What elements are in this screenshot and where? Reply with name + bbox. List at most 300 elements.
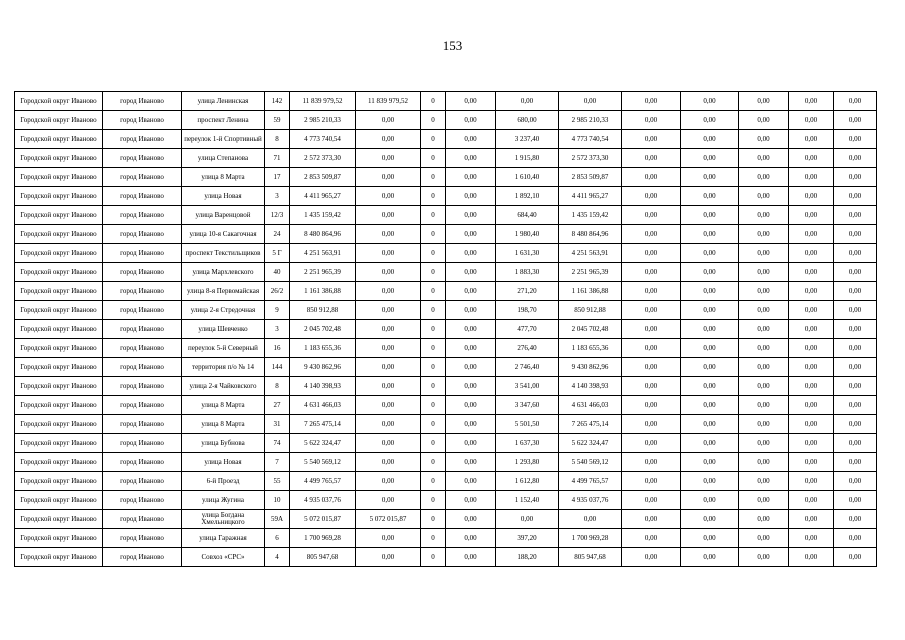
street-cell: территория п/о № 14 [182, 358, 265, 377]
col-11-cell: 0,00 [622, 377, 681, 396]
col-8-cell: 0,00 [446, 149, 496, 168]
locality-cell: город Иваново [103, 339, 182, 358]
col-12-cell: 0,00 [681, 358, 739, 377]
col-11-cell: 0,00 [622, 282, 681, 301]
col-12-cell: 0,00 [681, 396, 739, 415]
col-14-cell: 0,00 [789, 548, 834, 567]
col-8-cell: 0,00 [446, 225, 496, 244]
col-11-cell: 0,00 [622, 130, 681, 149]
col-15-cell: 0,00 [834, 206, 877, 225]
col-13-cell: 0,00 [739, 358, 789, 377]
total-cost-cell: 5 622 324,47 [290, 434, 356, 453]
col-6-cell: 0,00 [356, 472, 421, 491]
house-number-cell: 10 [265, 491, 290, 510]
municipality-cell: Городской округ Иваново [15, 510, 103, 529]
col-13-cell: 0,00 [739, 529, 789, 548]
col-13-cell: 0,00 [739, 415, 789, 434]
col-7-cell: 0 [421, 510, 446, 529]
col-10-cell: 4 773 740,54 [559, 130, 622, 149]
col-6-cell: 0,00 [356, 320, 421, 339]
col-7-cell: 0 [421, 453, 446, 472]
col-8-cell: 0,00 [446, 111, 496, 130]
municipality-cell: Городской округ Иваново [15, 149, 103, 168]
col-14-cell: 0,00 [789, 149, 834, 168]
col-15-cell: 0,00 [834, 472, 877, 491]
col-10-cell: 850 912,88 [559, 301, 622, 320]
col-13-cell: 0,00 [739, 548, 789, 567]
col-6-cell: 0,00 [356, 206, 421, 225]
col-12-cell: 0,00 [681, 206, 739, 225]
locality-cell: город Иваново [103, 92, 182, 111]
area-cell: 276,40 [496, 339, 559, 358]
col-8-cell: 0,00 [446, 548, 496, 567]
col-10-cell: 8 480 864,96 [559, 225, 622, 244]
col-10-cell: 2 853 509,87 [559, 168, 622, 187]
col-6-cell: 11 839 979,52 [356, 92, 421, 111]
total-cost-cell: 5 540 569,12 [290, 453, 356, 472]
col-15-cell: 0,00 [834, 187, 877, 206]
street-cell: улица Шевченко [182, 320, 265, 339]
col-11-cell: 0,00 [622, 434, 681, 453]
total-cost-cell: 4 499 765,57 [290, 472, 356, 491]
col-12-cell: 0,00 [681, 301, 739, 320]
total-cost-cell: 2 572 373,30 [290, 149, 356, 168]
col-8-cell: 0,00 [446, 206, 496, 225]
col-13-cell: 0,00 [739, 149, 789, 168]
total-cost-cell: 1 435 159,42 [290, 206, 356, 225]
locality-cell: город Иваново [103, 206, 182, 225]
col-8-cell: 0,00 [446, 472, 496, 491]
col-8-cell: 0,00 [446, 510, 496, 529]
house-number-cell: 40 [265, 263, 290, 282]
page-number: 153 [442, 38, 463, 53]
area-cell: 1 915,80 [496, 149, 559, 168]
col-8-cell: 0,00 [446, 263, 496, 282]
locality-cell: город Иваново [103, 244, 182, 263]
col-14-cell: 0,00 [789, 244, 834, 263]
col-12-cell: 0,00 [681, 377, 739, 396]
col-10-cell: 0,00 [559, 510, 622, 529]
area-cell: 1 152,40 [496, 491, 559, 510]
total-cost-cell: 2 251 965,39 [290, 263, 356, 282]
registry-table [14, 91, 877, 567]
col-13-cell: 0,00 [739, 130, 789, 149]
house-number-cell: 3 [265, 320, 290, 339]
street-cell: переулок 1-й Спортивный [182, 130, 265, 149]
col-12-cell: 0,00 [681, 263, 739, 282]
total-cost-cell: 8 480 864,96 [290, 225, 356, 244]
table-row [15, 529, 877, 548]
table-row [15, 225, 877, 244]
col-8-cell: 0,00 [446, 491, 496, 510]
col-15-cell: 0,00 [834, 510, 877, 529]
house-number-cell: 3 [265, 187, 290, 206]
col-15-cell: 0,00 [834, 529, 877, 548]
street-cell: улица 8 Марта [182, 396, 265, 415]
col-14-cell: 0,00 [789, 225, 834, 244]
col-11-cell: 0,00 [622, 263, 681, 282]
col-6-cell: 0,00 [356, 187, 421, 206]
col-7-cell: 0 [421, 225, 446, 244]
col-6-cell: 0,00 [356, 111, 421, 130]
col-7-cell: 0 [421, 149, 446, 168]
house-number-cell: 4 [265, 548, 290, 567]
col-8-cell: 0,00 [446, 244, 496, 263]
col-12-cell: 0,00 [681, 130, 739, 149]
col-11-cell: 0,00 [622, 149, 681, 168]
col-10-cell: 4 140 398,93 [559, 377, 622, 396]
col-13-cell: 0,00 [739, 282, 789, 301]
locality-cell: город Иваново [103, 472, 182, 491]
street-cell: улица Гаражная [182, 529, 265, 548]
col-6-cell: 0,00 [356, 130, 421, 149]
table-row [15, 187, 877, 206]
table-row [15, 396, 877, 415]
col-10-cell: 2 572 373,30 [559, 149, 622, 168]
area-cell: 1 293,80 [496, 453, 559, 472]
municipality-cell: Городской округ Иваново [15, 301, 103, 320]
col-14-cell: 0,00 [789, 168, 834, 187]
col-8-cell: 0,00 [446, 377, 496, 396]
house-number-cell: 31 [265, 415, 290, 434]
col-6-cell: 0,00 [356, 415, 421, 434]
col-10-cell: 5 622 324,47 [559, 434, 622, 453]
house-number-cell: 27 [265, 396, 290, 415]
col-6-cell: 0,00 [356, 301, 421, 320]
total-cost-cell: 4 411 965,27 [290, 187, 356, 206]
col-15-cell: 0,00 [834, 282, 877, 301]
col-7-cell: 0 [421, 472, 446, 491]
col-13-cell: 0,00 [739, 472, 789, 491]
col-10-cell: 1 700 969,28 [559, 529, 622, 548]
col-7-cell: 0 [421, 377, 446, 396]
col-14-cell: 0,00 [789, 282, 834, 301]
locality-cell: город Иваново [103, 149, 182, 168]
col-14-cell: 0,00 [789, 263, 834, 282]
col-10-cell: 7 265 475,14 [559, 415, 622, 434]
col-15-cell: 0,00 [834, 358, 877, 377]
table-row [15, 168, 877, 187]
col-10-cell: 2 985 210,33 [559, 111, 622, 130]
locality-cell: город Иваново [103, 358, 182, 377]
col-15-cell: 0,00 [834, 92, 877, 111]
col-8-cell: 0,00 [446, 434, 496, 453]
locality-cell: город Иваново [103, 377, 182, 396]
house-number-cell: 8 [265, 377, 290, 396]
col-8-cell: 0,00 [446, 339, 496, 358]
col-7-cell: 0 [421, 339, 446, 358]
locality-cell: город Иваново [103, 225, 182, 244]
col-7-cell: 0 [421, 301, 446, 320]
col-11-cell: 0,00 [622, 548, 681, 567]
col-15-cell: 0,00 [834, 377, 877, 396]
total-cost-cell: 7 265 475,14 [290, 415, 356, 434]
col-10-cell: 2 045 702,48 [559, 320, 622, 339]
street-cell: проспект Ленина [182, 111, 265, 130]
table-row [15, 453, 877, 472]
col-14-cell: 0,00 [789, 396, 834, 415]
locality-cell: город Иваново [103, 415, 182, 434]
area-cell: 1 980,40 [496, 225, 559, 244]
col-12-cell: 0,00 [681, 282, 739, 301]
total-cost-cell: 1 161 386,88 [290, 282, 356, 301]
municipality-cell: Городской округ Иваново [15, 244, 103, 263]
house-number-cell: 144 [265, 358, 290, 377]
col-10-cell: 1 183 655,36 [559, 339, 622, 358]
col-7-cell: 0 [421, 187, 446, 206]
area-cell: 2 746,40 [496, 358, 559, 377]
municipality-cell: Городской округ Иваново [15, 320, 103, 339]
col-12-cell: 0,00 [681, 149, 739, 168]
col-10-cell: 4 499 765,57 [559, 472, 622, 491]
col-14-cell: 0,00 [789, 187, 834, 206]
col-7-cell: 0 [421, 358, 446, 377]
col-11-cell: 0,00 [622, 491, 681, 510]
col-12-cell: 0,00 [681, 168, 739, 187]
locality-cell: город Иваново [103, 453, 182, 472]
locality-cell: город Иваново [103, 168, 182, 187]
col-10-cell: 4 631 466,03 [559, 396, 622, 415]
col-8-cell: 0,00 [446, 282, 496, 301]
col-15-cell: 0,00 [834, 149, 877, 168]
col-7-cell: 0 [421, 491, 446, 510]
house-number-cell: 59А [265, 510, 290, 529]
street-cell: проспект Текстильщиков [182, 244, 265, 263]
col-8-cell: 0,00 [446, 168, 496, 187]
col-6-cell: 0,00 [356, 282, 421, 301]
col-7-cell: 0 [421, 130, 446, 149]
street-cell: улица Степанова [182, 149, 265, 168]
col-6-cell: 0,00 [356, 396, 421, 415]
table-row [15, 206, 877, 225]
house-number-cell: 12/3 [265, 206, 290, 225]
col-14-cell: 0,00 [789, 111, 834, 130]
col-10-cell: 805 947,68 [559, 548, 622, 567]
street-cell: улица Новая [182, 187, 265, 206]
col-8-cell: 0,00 [446, 415, 496, 434]
col-12-cell: 0,00 [681, 529, 739, 548]
col-14-cell: 0,00 [789, 130, 834, 149]
col-11-cell: 0,00 [622, 453, 681, 472]
municipality-cell: Городской округ Иваново [15, 472, 103, 491]
table-row [15, 415, 877, 434]
col-6-cell: 5 072 015,87 [356, 510, 421, 529]
col-14-cell: 0,00 [789, 453, 834, 472]
total-cost-cell: 2 985 210,33 [290, 111, 356, 130]
col-8-cell: 0,00 [446, 130, 496, 149]
col-11-cell: 0,00 [622, 510, 681, 529]
col-6-cell: 0,00 [356, 453, 421, 472]
area-cell: 477,70 [496, 320, 559, 339]
municipality-cell: Городской округ Иваново [15, 529, 103, 548]
col-14-cell: 0,00 [789, 491, 834, 510]
col-11-cell: 0,00 [622, 168, 681, 187]
col-10-cell: 4 251 563,91 [559, 244, 622, 263]
col-8-cell: 0,00 [446, 453, 496, 472]
col-8-cell: 0,00 [446, 301, 496, 320]
area-cell: 0,00 [496, 510, 559, 529]
col-14-cell: 0,00 [789, 92, 834, 111]
col-10-cell: 2 251 965,39 [559, 263, 622, 282]
area-cell: 397,20 [496, 529, 559, 548]
col-6-cell: 0,00 [356, 529, 421, 548]
col-7-cell: 0 [421, 263, 446, 282]
table-row [15, 434, 877, 453]
street-cell: улица Жугина [182, 491, 265, 510]
col-14-cell: 0,00 [789, 339, 834, 358]
col-11-cell: 0,00 [622, 92, 681, 111]
total-cost-cell: 4 631 466,03 [290, 396, 356, 415]
locality-cell: город Иваново [103, 510, 182, 529]
col-10-cell: 1 161 386,88 [559, 282, 622, 301]
col-13-cell: 0,00 [739, 396, 789, 415]
col-11-cell: 0,00 [622, 244, 681, 263]
col-7-cell: 0 [421, 415, 446, 434]
area-cell: 3 541,00 [496, 377, 559, 396]
area-cell: 3 347,60 [496, 396, 559, 415]
total-cost-cell: 1 700 969,28 [290, 529, 356, 548]
col-11-cell: 0,00 [622, 187, 681, 206]
col-11-cell: 0,00 [622, 339, 681, 358]
table-row [15, 301, 877, 320]
area-cell: 271,20 [496, 282, 559, 301]
col-8-cell: 0,00 [446, 529, 496, 548]
house-number-cell: 71 [265, 149, 290, 168]
col-13-cell: 0,00 [739, 491, 789, 510]
col-7-cell: 0 [421, 111, 446, 130]
col-10-cell: 0,00 [559, 92, 622, 111]
col-12-cell: 0,00 [681, 320, 739, 339]
col-14-cell: 0,00 [789, 434, 834, 453]
street-cell: улица Богдана Хмельницкого [182, 510, 265, 529]
street-cell: улица Мархлевского [182, 263, 265, 282]
area-cell: 680,00 [496, 111, 559, 130]
col-14-cell: 0,00 [789, 301, 834, 320]
col-6-cell: 0,00 [356, 548, 421, 567]
col-11-cell: 0,00 [622, 320, 681, 339]
municipality-cell: Городской округ Иваново [15, 111, 103, 130]
col-15-cell: 0,00 [834, 263, 877, 282]
total-cost-cell: 5 072 015,87 [290, 510, 356, 529]
col-14-cell: 0,00 [789, 510, 834, 529]
col-12-cell: 0,00 [681, 453, 739, 472]
col-12-cell: 0,00 [681, 339, 739, 358]
house-number-cell: 7 [265, 453, 290, 472]
col-7-cell: 0 [421, 92, 446, 111]
col-7-cell: 0 [421, 434, 446, 453]
col-11-cell: 0,00 [622, 472, 681, 491]
col-13-cell: 0,00 [739, 301, 789, 320]
col-14-cell: 0,00 [789, 529, 834, 548]
municipality-cell: Городской округ Иваново [15, 396, 103, 415]
col-6-cell: 0,00 [356, 244, 421, 263]
table-body [15, 92, 877, 567]
street-cell: улица 2-я Стредочная [182, 301, 265, 320]
municipality-cell: Городской округ Иваново [15, 491, 103, 510]
col-13-cell: 0,00 [739, 92, 789, 111]
col-15-cell: 0,00 [834, 301, 877, 320]
municipality-cell: Городской округ Иваново [15, 548, 103, 567]
house-number-cell: 5 Г [265, 244, 290, 263]
house-number-cell: 6 [265, 529, 290, 548]
col-12-cell: 0,00 [681, 225, 739, 244]
col-14-cell: 0,00 [789, 320, 834, 339]
table-row [15, 491, 877, 510]
table-row [15, 149, 877, 168]
col-15-cell: 0,00 [834, 453, 877, 472]
col-6-cell: 0,00 [356, 168, 421, 187]
area-cell: 5 501,50 [496, 415, 559, 434]
house-number-cell: 17 [265, 168, 290, 187]
table-row [15, 548, 877, 567]
house-number-cell: 26/2 [265, 282, 290, 301]
locality-cell: город Иваново [103, 396, 182, 415]
locality-cell: город Иваново [103, 301, 182, 320]
table-row [15, 92, 877, 111]
street-cell: улица Варенцовой [182, 206, 265, 225]
street-cell: 6-й Проезд [182, 472, 265, 491]
municipality-cell: Городской округ Иваново [15, 339, 103, 358]
col-15-cell: 0,00 [834, 491, 877, 510]
col-12-cell: 0,00 [681, 510, 739, 529]
total-cost-cell: 2 045 702,48 [290, 320, 356, 339]
col-10-cell: 5 540 569,12 [559, 453, 622, 472]
col-15-cell: 0,00 [834, 244, 877, 263]
locality-cell: город Иваново [103, 491, 182, 510]
col-11-cell: 0,00 [622, 225, 681, 244]
col-13-cell: 0,00 [739, 434, 789, 453]
municipality-cell: Городской округ Иваново [15, 225, 103, 244]
street-cell: улица 8-я Первомайская [182, 282, 265, 301]
area-cell: 0,00 [496, 92, 559, 111]
col-7-cell: 0 [421, 548, 446, 567]
area-cell: 1 637,30 [496, 434, 559, 453]
table-row [15, 339, 877, 358]
table-row [15, 320, 877, 339]
municipality-cell: Городской округ Иваново [15, 415, 103, 434]
total-cost-cell: 4 773 740,54 [290, 130, 356, 149]
col-13-cell: 0,00 [739, 187, 789, 206]
total-cost-cell: 4 935 037,76 [290, 491, 356, 510]
col-14-cell: 0,00 [789, 415, 834, 434]
col-15-cell: 0,00 [834, 548, 877, 567]
municipality-cell: Городской округ Иваново [15, 92, 103, 111]
street-cell: переулок 5-й Северный [182, 339, 265, 358]
col-12-cell: 0,00 [681, 111, 739, 130]
col-7-cell: 0 [421, 244, 446, 263]
col-10-cell: 1 435 159,42 [559, 206, 622, 225]
municipality-cell: Городской округ Иваново [15, 206, 103, 225]
table-row [15, 472, 877, 491]
col-6-cell: 0,00 [356, 434, 421, 453]
col-14-cell: 0,00 [789, 358, 834, 377]
col-13-cell: 0,00 [739, 453, 789, 472]
col-7-cell: 0 [421, 396, 446, 415]
col-15-cell: 0,00 [834, 130, 877, 149]
street-cell: улица 8 Марта [182, 168, 265, 187]
total-cost-cell: 4 140 398,93 [290, 377, 356, 396]
house-number-cell: 24 [265, 225, 290, 244]
municipality-cell: Городской округ Иваново [15, 263, 103, 282]
municipality-cell: Городской округ Иваново [15, 358, 103, 377]
house-number-cell: 9 [265, 301, 290, 320]
col-15-cell: 0,00 [834, 111, 877, 130]
col-13-cell: 0,00 [739, 510, 789, 529]
col-13-cell: 0,00 [739, 225, 789, 244]
col-15-cell: 0,00 [834, 434, 877, 453]
col-8-cell: 0,00 [446, 320, 496, 339]
locality-cell: город Иваново [103, 187, 182, 206]
